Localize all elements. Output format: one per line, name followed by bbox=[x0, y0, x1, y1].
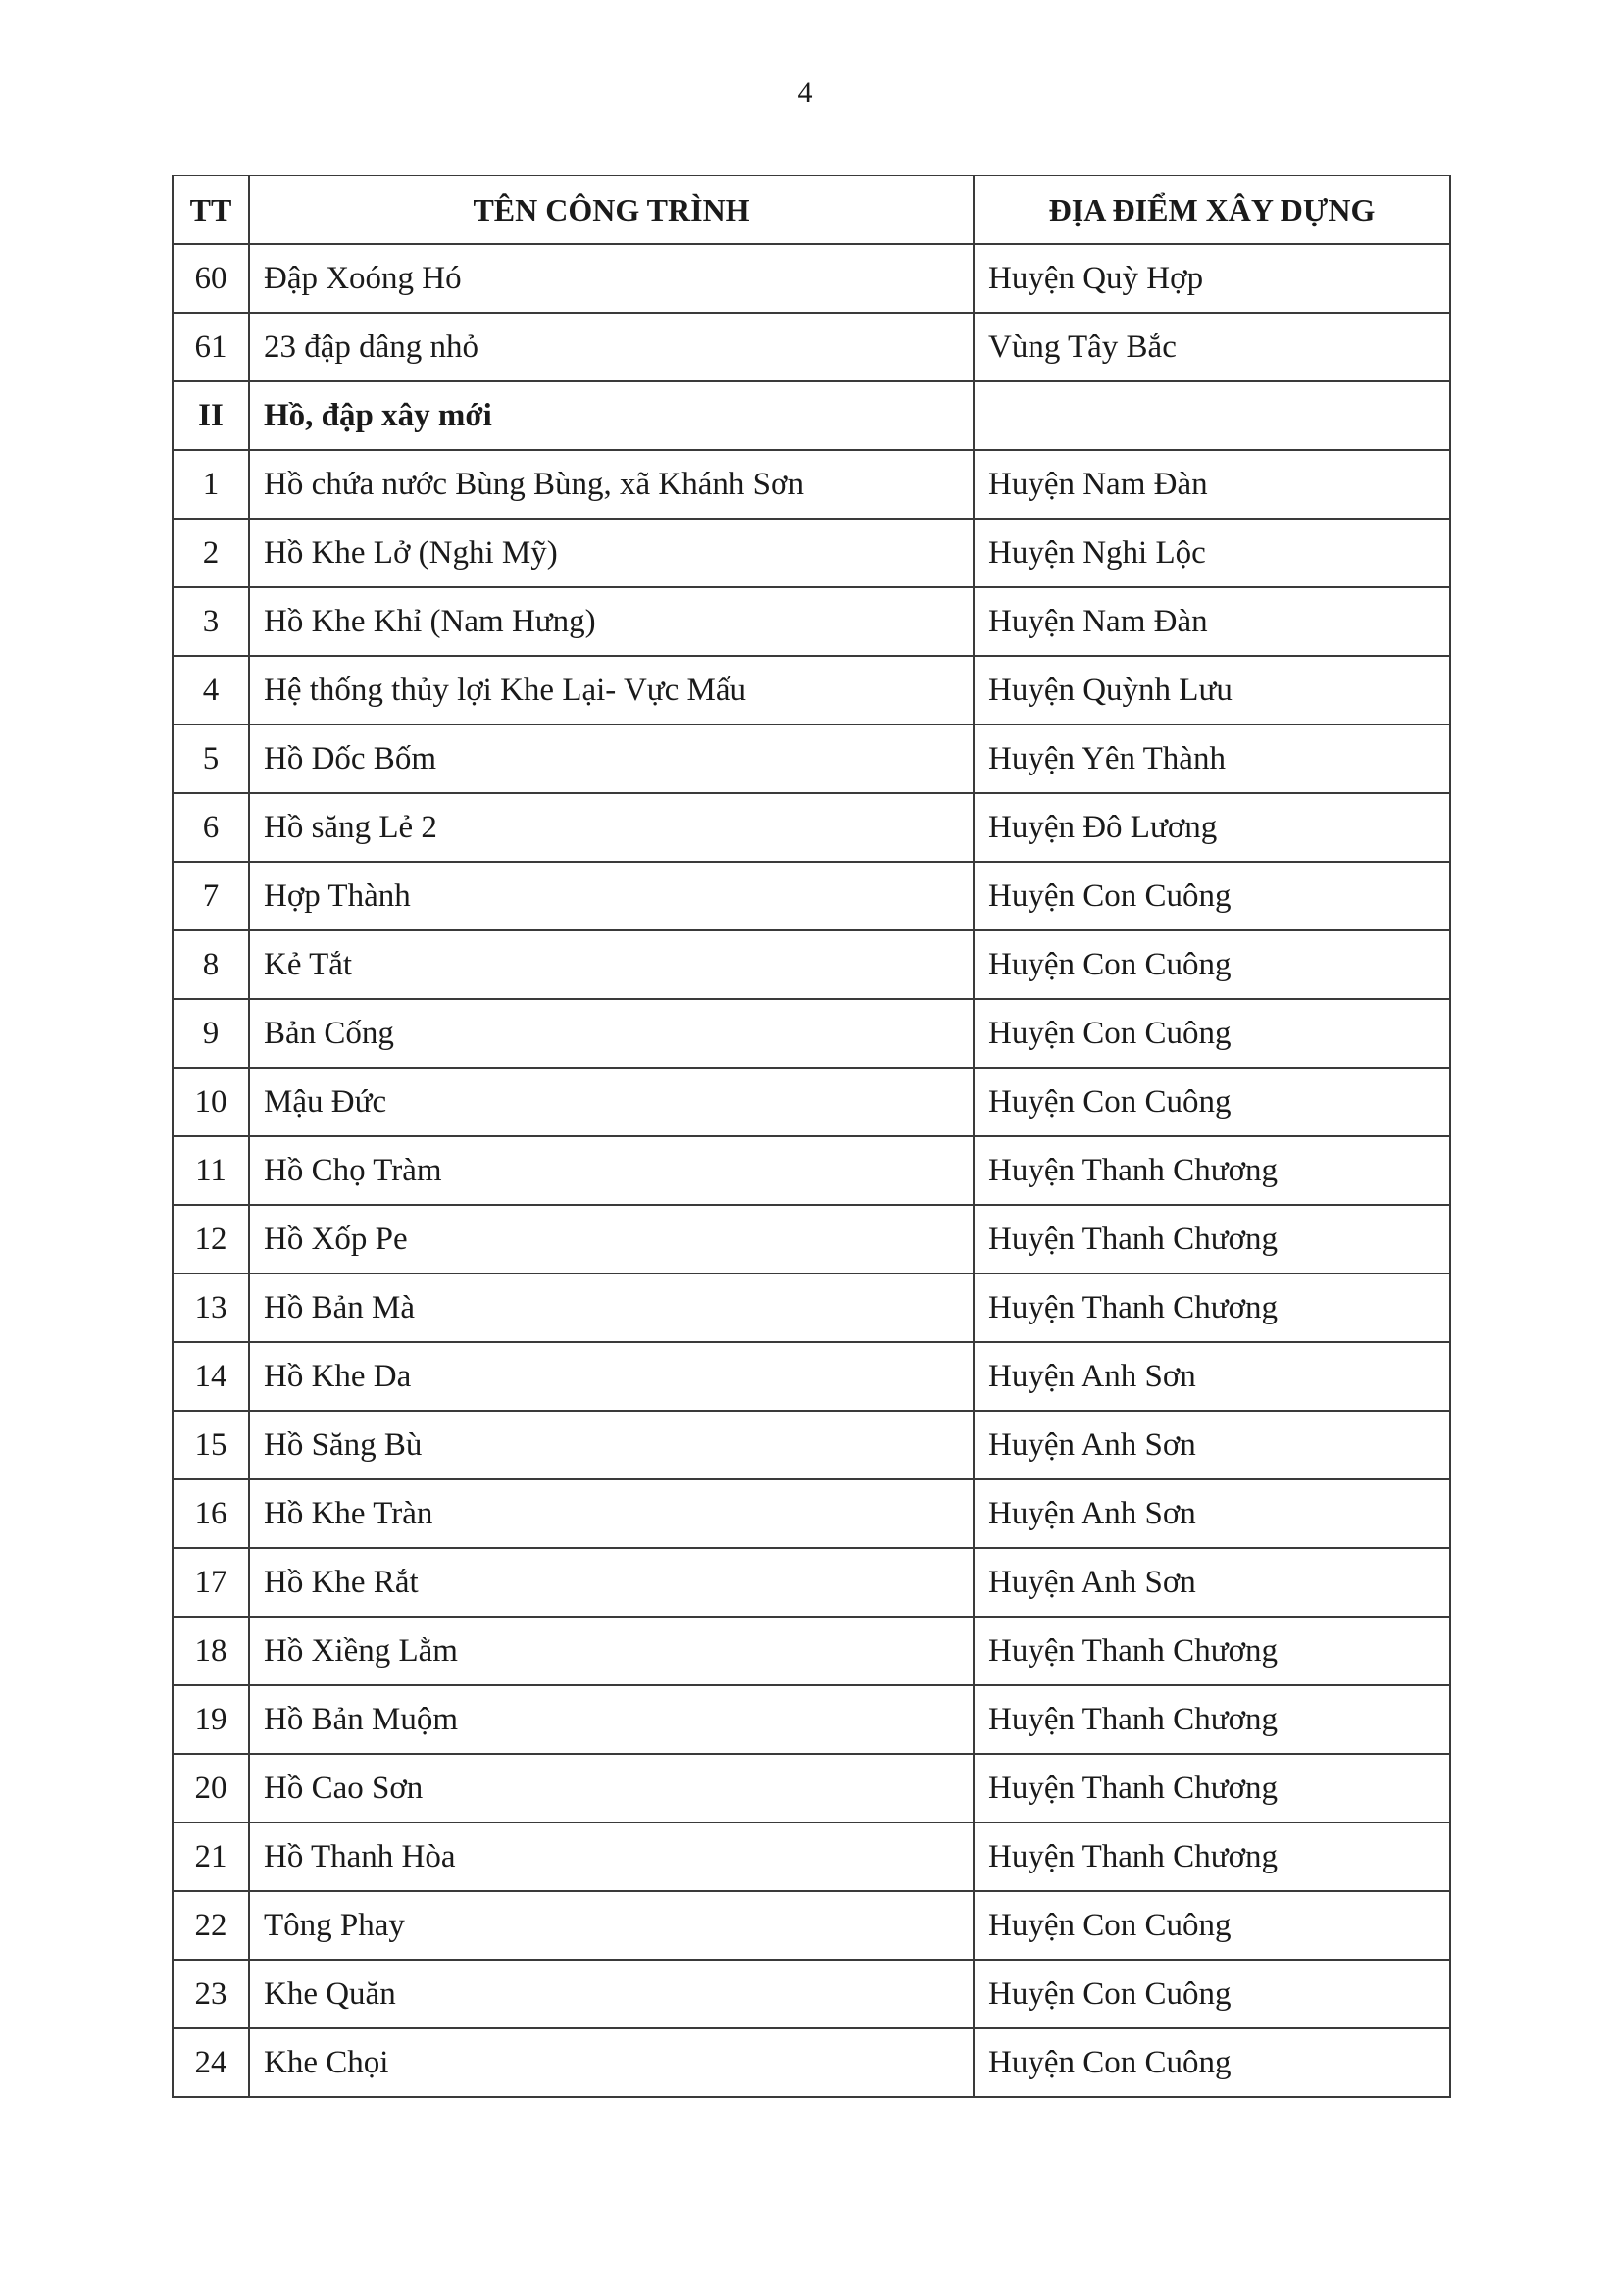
work-location: Huyện Con Cuông bbox=[974, 1068, 1450, 1136]
work-location: Huyện Nam Đàn bbox=[974, 450, 1450, 519]
row-number: 17 bbox=[173, 1548, 249, 1617]
table-row bbox=[173, 1548, 1450, 1617]
table-row bbox=[173, 1960, 1450, 2028]
work-name: Hồ Xốp Pe bbox=[249, 1205, 974, 1273]
work-location: Huyện Thanh Chương bbox=[974, 1685, 1450, 1754]
work-name: 23 đập dâng nhỏ bbox=[249, 313, 974, 381]
work-name: Hồ Khe Tràn bbox=[249, 1479, 974, 1548]
work-location: Huyện Yên Thành bbox=[974, 724, 1450, 793]
work-location: Huyện Anh Sơn bbox=[974, 1548, 1450, 1617]
row-number: 24 bbox=[173, 2028, 249, 2097]
table-row bbox=[173, 999, 1450, 1068]
table-row bbox=[173, 1685, 1450, 1754]
work-name: Hồ Bản Mà bbox=[249, 1273, 974, 1342]
row-number: 60 bbox=[173, 244, 249, 313]
work-name: Hồ Xiềng Lằm bbox=[249, 1617, 974, 1685]
row-number: 20 bbox=[173, 1754, 249, 1822]
work-location: Huyện Thanh Chương bbox=[974, 1754, 1450, 1822]
work-location: Huyện Anh Sơn bbox=[974, 1479, 1450, 1548]
work-location: Huyện Con Cuông bbox=[974, 930, 1450, 999]
table-row bbox=[173, 2028, 1450, 2097]
work-name: Hồ Cao Sơn bbox=[249, 1754, 974, 1822]
row-number: 8 bbox=[173, 930, 249, 999]
work-location: Huyện Quỳnh Lưu bbox=[974, 656, 1450, 724]
table-row bbox=[173, 862, 1450, 930]
row-number: 3 bbox=[173, 587, 249, 656]
work-name: Hồ Bản Muộm bbox=[249, 1685, 974, 1754]
work-location: Huyện Thanh Chương bbox=[974, 1136, 1450, 1205]
work-name: Mậu Đức bbox=[249, 1068, 974, 1136]
work-name: Bản Cống bbox=[249, 999, 974, 1068]
work-name: Hồ săng Lẻ 2 bbox=[249, 793, 974, 862]
work-name: Tông Phay bbox=[249, 1891, 974, 1960]
work-name: Hồ Khe Da bbox=[249, 1342, 974, 1411]
work-name: Kẻ Tắt bbox=[249, 930, 974, 999]
header-tt: TT bbox=[173, 175, 249, 244]
row-number: 61 bbox=[173, 313, 249, 381]
table-row bbox=[173, 244, 1450, 313]
table-row bbox=[173, 450, 1450, 519]
row-number: II bbox=[173, 381, 249, 450]
work-location: Huyện Con Cuông bbox=[974, 2028, 1450, 2097]
work-name: Khe Quăn bbox=[249, 1960, 974, 2028]
row-number: 1 bbox=[173, 450, 249, 519]
row-number: 19 bbox=[173, 1685, 249, 1754]
header-name: TÊN CÔNG TRÌNH bbox=[249, 175, 974, 244]
row-number: 4 bbox=[173, 656, 249, 724]
table-row bbox=[173, 1273, 1450, 1342]
work-name: Hồ Dốc Bốm bbox=[249, 724, 974, 793]
work-name: Hồ Khe Rắt bbox=[249, 1548, 974, 1617]
row-number: 6 bbox=[173, 793, 249, 862]
work-name: Hệ thống thủy lợi Khe Lại- Vực Mấu bbox=[249, 656, 974, 724]
row-number: 7 bbox=[173, 862, 249, 930]
work-location: Huyện Nghi Lộc bbox=[974, 519, 1450, 587]
table-row bbox=[173, 1479, 1450, 1548]
header-location: ĐỊA ĐIỂM XÂY DỰNG bbox=[974, 175, 1450, 244]
work-location: Vùng Tây Bắc bbox=[974, 313, 1450, 381]
work-location: Huyện Anh Sơn bbox=[974, 1411, 1450, 1479]
work-name: Hồ Khe Khỉ (Nam Hưng) bbox=[249, 587, 974, 656]
table-row bbox=[173, 519, 1450, 587]
table-row bbox=[173, 1891, 1450, 1960]
table-row bbox=[173, 1411, 1450, 1479]
work-name: Hồ, đập xây mới bbox=[249, 381, 974, 450]
row-number: 18 bbox=[173, 1617, 249, 1685]
work-name: Đập Xoóng Hó bbox=[249, 244, 974, 313]
work-location bbox=[974, 381, 1450, 450]
work-location: Huyện Thanh Chương bbox=[974, 1205, 1450, 1273]
table-row bbox=[173, 313, 1450, 381]
row-number: 15 bbox=[173, 1411, 249, 1479]
table-row bbox=[173, 1205, 1450, 1273]
table-row bbox=[173, 587, 1450, 656]
row-number: 5 bbox=[173, 724, 249, 793]
work-name: Hợp Thành bbox=[249, 862, 974, 930]
row-number: 22 bbox=[173, 1891, 249, 1960]
work-location: Huyện Con Cuông bbox=[974, 1960, 1450, 2028]
work-name: Khe Chọi bbox=[249, 2028, 974, 2097]
work-name: Hồ Khe Lở (Nghi Mỹ) bbox=[249, 519, 974, 587]
work-location: Huyện Nam Đàn bbox=[974, 587, 1450, 656]
work-name: Hồ Săng Bù bbox=[249, 1411, 974, 1479]
table-row bbox=[173, 1754, 1450, 1822]
table-row bbox=[173, 724, 1450, 793]
table-row bbox=[173, 656, 1450, 724]
row-number: 16 bbox=[173, 1479, 249, 1548]
page-number: 4 bbox=[797, 76, 813, 109]
work-location: Huyện Đô Lương bbox=[974, 793, 1450, 862]
work-location: Huyện Thanh Chương bbox=[974, 1822, 1450, 1891]
section-row bbox=[173, 381, 1450, 450]
row-number: 14 bbox=[173, 1342, 249, 1411]
work-location: Huyện Thanh Chương bbox=[974, 1617, 1450, 1685]
work-name: Hồ chứa nước Bùng Bùng, xã Khánh Sơn bbox=[249, 450, 974, 519]
work-location: Huyện Con Cuông bbox=[974, 862, 1450, 930]
table-row bbox=[173, 1617, 1450, 1685]
table-row bbox=[173, 930, 1450, 999]
header-row bbox=[173, 175, 1450, 244]
table-body bbox=[173, 244, 1450, 2097]
work-location: Huyện Con Cuông bbox=[974, 999, 1450, 1068]
row-number: 21 bbox=[173, 1822, 249, 1891]
table-row bbox=[173, 1136, 1450, 1205]
row-number: 2 bbox=[173, 519, 249, 587]
table-row bbox=[173, 1068, 1450, 1136]
row-number: 9 bbox=[173, 999, 249, 1068]
row-number: 11 bbox=[173, 1136, 249, 1205]
work-name: Hồ Chọ Tràm bbox=[249, 1136, 974, 1205]
table-row bbox=[173, 793, 1450, 862]
work-location: Huyện Thanh Chương bbox=[974, 1273, 1450, 1342]
row-number: 12 bbox=[173, 1205, 249, 1273]
table-row bbox=[173, 1342, 1450, 1411]
row-number: 13 bbox=[173, 1273, 249, 1342]
row-number: 23 bbox=[173, 1960, 249, 2028]
work-location: Huyện Con Cuông bbox=[974, 1891, 1450, 1960]
works-table bbox=[172, 175, 1451, 2098]
work-name: Hồ Thanh Hòa bbox=[249, 1822, 974, 1891]
row-number: 10 bbox=[173, 1068, 249, 1136]
table-row bbox=[173, 1822, 1450, 1891]
work-location: Huyện Quỳ Hợp bbox=[974, 244, 1450, 313]
table-header bbox=[173, 175, 1450, 244]
work-location: Huyện Anh Sơn bbox=[974, 1342, 1450, 1411]
